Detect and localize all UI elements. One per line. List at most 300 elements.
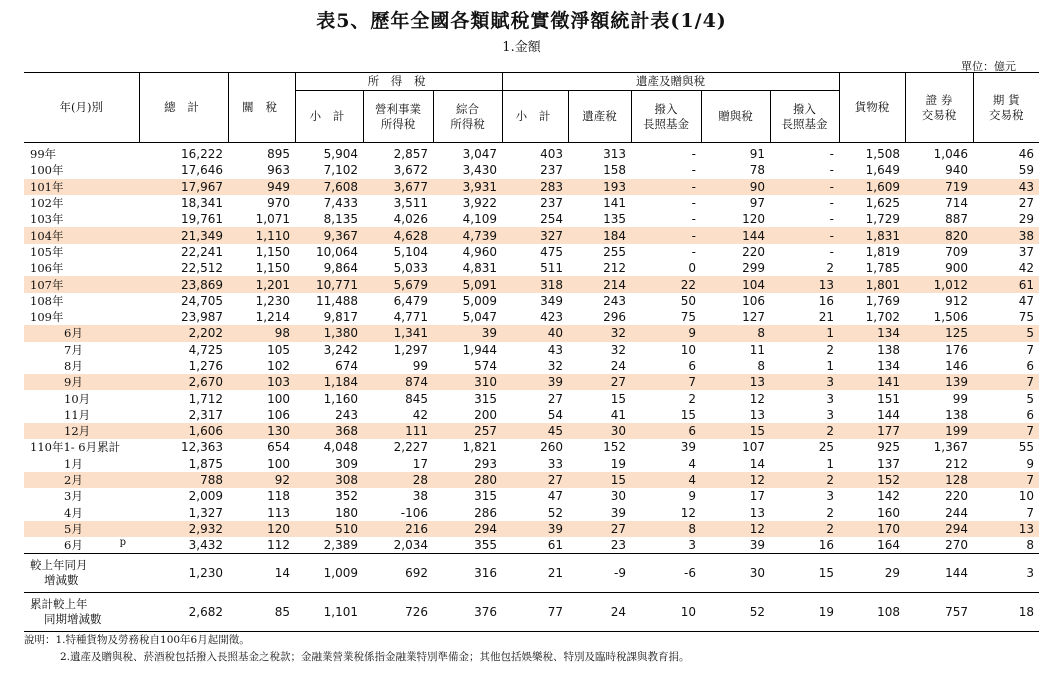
- table-cell: 270: [945, 538, 968, 553]
- table-cell: 376: [433, 593, 502, 632]
- table-cell: 692: [363, 554, 433, 593]
- table-cell: 315: [474, 489, 497, 504]
- table-cell: 43: [973, 179, 1039, 195]
- table-cell: 13: [973, 521, 1039, 537]
- tax-statistics-table: [24, 72, 1039, 632]
- table-cell: 1,606: [139, 423, 228, 439]
- table-cell: 2,202: [139, 325, 228, 341]
- table-cell: 244: [945, 505, 968, 520]
- row-label: 105年: [30, 244, 64, 259]
- table-cell: 193: [568, 179, 631, 195]
- table-cell: 709: [945, 244, 968, 259]
- table-cell: 7: [973, 423, 1039, 439]
- table-cell: 137: [877, 456, 900, 471]
- table-cell: 3: [688, 538, 696, 553]
- table-cell: 13: [770, 276, 839, 292]
- row-label: 3月: [64, 489, 83, 504]
- table-cell: 12: [749, 391, 765, 406]
- table-cell: 12: [680, 505, 696, 520]
- table-cell: 28: [363, 472, 433, 488]
- table-cell: 8: [757, 359, 765, 373]
- table-cell: 3: [973, 554, 1039, 593]
- table-cell: 1,297: [393, 342, 428, 357]
- table-cell: 243: [335, 407, 358, 422]
- table-cell: -: [829, 163, 834, 178]
- row-label: 107年: [24, 276, 139, 292]
- row-label: 100年: [30, 163, 64, 178]
- table-cell: 128: [905, 472, 973, 488]
- table-cell: 6: [631, 423, 701, 439]
- table-cell: 212: [603, 261, 626, 276]
- table-cell: 1,150: [255, 261, 290, 276]
- table-cell: 146: [945, 359, 968, 373]
- table-cell: 50: [680, 293, 696, 308]
- table-cell: -9: [568, 554, 631, 593]
- table-cell: 5,009: [462, 293, 497, 308]
- table-cell: 2,034: [393, 538, 428, 553]
- table-cell: 24: [568, 593, 631, 632]
- table-cell: -6: [631, 554, 701, 593]
- row-label: 2月: [24, 472, 139, 488]
- table-cell: 39: [433, 325, 502, 341]
- table-cell: 17: [412, 456, 428, 471]
- table-cell: 1,712: [188, 391, 223, 406]
- table-cell: 47: [547, 489, 563, 504]
- table-cell: 118: [267, 489, 290, 504]
- table-cell: 1,625: [865, 196, 900, 211]
- table-cell: 1,506: [933, 310, 968, 325]
- table-cell: 16,222: [181, 147, 223, 162]
- table-cell: 4,831: [462, 261, 497, 276]
- table-cell: 9,864: [323, 261, 358, 276]
- table-cell: 1,380: [295, 325, 363, 341]
- header-securities: 證 券 交易稅: [905, 73, 973, 143]
- table-cell: 4: [688, 456, 696, 471]
- table-cell: 3: [770, 374, 839, 390]
- table-cell: 24,705: [181, 293, 223, 308]
- table-cell: 4,771: [393, 310, 428, 325]
- table-cell: -: [770, 179, 839, 195]
- table-cell: 61: [973, 276, 1039, 292]
- table-row: [24, 407, 1039, 423]
- table-cell: 77: [502, 593, 568, 632]
- table-cell: 216: [363, 521, 433, 537]
- table-cell: 6: [1026, 407, 1034, 422]
- table-cell: 15: [770, 554, 839, 593]
- table-cell: 2,857: [393, 147, 428, 162]
- table-cell: 138: [945, 407, 968, 422]
- table-cell: 315: [474, 391, 497, 406]
- table-cell: -: [691, 244, 696, 259]
- table-cell: 726: [363, 593, 433, 632]
- table-cell: 5,047: [462, 310, 497, 325]
- table-cell: 17,967: [139, 179, 228, 195]
- table-cell: 152: [603, 440, 626, 455]
- table-row: [24, 423, 1039, 439]
- table-cell: 2: [826, 505, 834, 520]
- table-row: [24, 537, 1039, 554]
- table-cell: 33: [547, 456, 563, 471]
- row-label: 11月: [64, 407, 91, 422]
- table-cell: 144: [877, 407, 900, 422]
- table-cell: 158: [603, 163, 626, 178]
- row-label: 110年1- 6月累計: [30, 440, 121, 455]
- table-cell: 1: [826, 359, 834, 373]
- table-cell: 100: [267, 391, 290, 406]
- table-cell: 214: [568, 276, 631, 292]
- table-cell: 107: [742, 440, 765, 455]
- table-cell: -: [770, 227, 839, 243]
- table-cell: 1,367: [933, 440, 968, 455]
- table-cell: 309: [335, 456, 358, 471]
- table-cell: 255: [603, 244, 626, 259]
- table-cell: 1,327: [188, 505, 223, 520]
- table-cell: 2,670: [139, 374, 228, 390]
- table-cell: 47: [1018, 293, 1034, 308]
- table-cell: 75: [680, 310, 696, 325]
- table-cell: 29: [839, 554, 905, 593]
- table-cell: 7: [1026, 505, 1034, 520]
- header-customs: 關 稅: [228, 73, 295, 143]
- table-cell: 184: [568, 227, 631, 243]
- note-1: 說明：1.特種貨物及勞務稅自100年6月起開徵。: [24, 634, 250, 646]
- table-cell: 30: [701, 554, 770, 593]
- table-cell: 8: [1026, 538, 1034, 553]
- table-cell: 135: [603, 212, 626, 227]
- table-cell: 1,012: [905, 276, 973, 292]
- table-cell: 9,367: [295, 227, 363, 243]
- table-cell: 3,511: [393, 196, 428, 211]
- header-estate-tax: 遺產稅: [568, 91, 631, 143]
- notes: [24, 632, 690, 666]
- table-cell: 2,317: [188, 407, 223, 422]
- table-cell: 510: [295, 521, 363, 537]
- table-cell: 257: [433, 423, 502, 439]
- table-row: [24, 195, 1039, 211]
- table-cell: 2,389: [323, 538, 358, 553]
- table-cell: 654: [267, 440, 290, 455]
- table-cell: 9: [688, 489, 696, 504]
- table-cell: 39: [680, 440, 696, 455]
- table-cell: 3,922: [462, 196, 497, 211]
- table-cell: 1,821: [462, 440, 497, 455]
- row-label: 6月: [24, 325, 139, 341]
- table-cell: 355: [474, 538, 497, 553]
- table-cell: 45: [502, 423, 568, 439]
- table-row: [24, 439, 1039, 455]
- table-cell: 139: [905, 374, 973, 390]
- table-cell: 38: [973, 227, 1039, 243]
- table-cell: 874: [363, 374, 433, 390]
- table-cell: 5: [973, 325, 1039, 341]
- table-cell: 5,679: [363, 276, 433, 292]
- table-cell: 1,276: [188, 359, 223, 373]
- table-row: [24, 505, 1039, 521]
- table-cell: 1,110: [228, 227, 295, 243]
- table-cell: -106: [400, 505, 428, 520]
- row-label: 99年: [30, 147, 57, 162]
- table-cell: 349: [540, 293, 563, 308]
- table-cell: 19,761: [181, 212, 223, 227]
- table-row: [24, 374, 1039, 390]
- table-cell: 6: [1026, 359, 1034, 373]
- table-cell: 27: [568, 521, 631, 537]
- table-cell: 14: [749, 456, 765, 471]
- table-cell: 113: [267, 505, 290, 520]
- table-cell: 925: [877, 440, 900, 455]
- table-row: [24, 390, 1039, 406]
- row-label: 103年: [30, 212, 64, 227]
- table-cell: 32: [547, 359, 563, 373]
- table-cell: 42: [412, 407, 428, 422]
- table-cell: 78: [749, 163, 765, 178]
- table-cell: 286: [474, 505, 497, 520]
- row-label: 5月: [24, 521, 139, 537]
- table-cell: 21,349: [139, 227, 228, 243]
- table-cell: 2: [770, 521, 839, 537]
- table-cell: -: [691, 196, 696, 211]
- header-period: 年(月)別: [24, 73, 139, 143]
- table-cell: 23,869: [139, 276, 228, 292]
- page-title: 表5、歷年全國各類賦稅實徵淨額統計表(1/4): [316, 10, 727, 32]
- table-cell: 1,230: [255, 293, 290, 308]
- table-cell: 243: [603, 293, 626, 308]
- table-row: [24, 472, 1039, 488]
- table-cell: 8,135: [323, 212, 358, 227]
- table-cell: 4,026: [393, 212, 428, 227]
- table-cell: 151: [877, 391, 900, 406]
- table-cell: 61: [547, 538, 563, 553]
- table-cell: 9: [631, 325, 701, 341]
- table-cell: 674: [335, 359, 358, 373]
- table-cell: 2: [770, 472, 839, 488]
- header-gift-tax: 贈與稅: [701, 91, 770, 143]
- table-row: [24, 143, 1039, 163]
- table-row: [24, 358, 1039, 374]
- table-cell: 1,184: [295, 374, 363, 390]
- table-cell: 43: [547, 342, 563, 357]
- row-label: 9月: [24, 374, 139, 390]
- table-cell: 134: [877, 359, 900, 373]
- table-cell: 970: [267, 196, 290, 211]
- table-cell: 23: [610, 538, 626, 553]
- table-cell: 12,363: [181, 440, 223, 455]
- table-cell: 5: [1026, 391, 1034, 406]
- table-cell: 1,150: [255, 244, 290, 259]
- table-cell: 912: [945, 293, 968, 308]
- table-cell: -: [631, 179, 701, 195]
- table-cell: 15: [680, 407, 696, 422]
- table-row: [24, 342, 1039, 358]
- summary-label: 累計較上年 同期增減數: [24, 593, 139, 632]
- table-cell: 39: [610, 505, 626, 520]
- table-cell: 111: [363, 423, 433, 439]
- table-cell: -: [829, 212, 834, 227]
- table-cell: 120: [228, 521, 295, 537]
- table-cell: 887: [945, 212, 968, 227]
- header-individual-tax: 綜合 所得稅: [433, 91, 502, 143]
- table-cell: -: [691, 163, 696, 178]
- row-label: 1月: [64, 456, 83, 471]
- table-cell: 719: [905, 179, 973, 195]
- table-cell: 97: [749, 196, 765, 211]
- table-cell: 103: [228, 374, 295, 390]
- table-row: [24, 293, 1039, 309]
- table-cell: 37: [1018, 244, 1034, 259]
- table-cell: 12: [701, 521, 770, 537]
- table-cell: 108: [839, 593, 905, 632]
- table-cell: 2,227: [393, 440, 428, 455]
- table-cell: 260: [540, 440, 563, 455]
- preliminary-mark: p: [119, 537, 126, 549]
- table-cell: 2,009: [188, 489, 223, 504]
- table-cell: 237: [540, 196, 563, 211]
- table-cell: 4,109: [462, 212, 497, 227]
- table-cell: 13: [749, 505, 765, 520]
- table-cell: 125: [905, 325, 973, 341]
- table-cell: 1,729: [865, 212, 900, 227]
- table-row: [24, 260, 1039, 276]
- table-cell: 1,769: [865, 293, 900, 308]
- table-cell: 106: [742, 293, 765, 308]
- table-cell: 17: [749, 489, 765, 504]
- table-cell: 1: [826, 456, 834, 471]
- table-cell: 403: [540, 147, 563, 162]
- table-cell: 30: [610, 489, 626, 504]
- table-cell: 176: [945, 342, 968, 357]
- table-cell: 24: [610, 359, 626, 373]
- table-cell: 574: [474, 359, 497, 373]
- table-cell: 144: [701, 227, 770, 243]
- table-cell: 7: [1026, 342, 1034, 357]
- table-cell: 102: [267, 359, 290, 373]
- table-cell: -: [829, 196, 834, 211]
- table-cell: 138: [877, 342, 900, 357]
- table-cell: 220: [945, 489, 968, 504]
- table-cell: 2: [770, 423, 839, 439]
- header-gift-ltc-fund: 撥入 長照基金: [770, 91, 839, 143]
- table-cell: 104: [701, 276, 770, 292]
- table-cell: 54: [547, 407, 563, 422]
- table-cell: 18,341: [181, 196, 223, 211]
- table-cell: 1,944: [462, 342, 497, 357]
- row-label: 102年: [30, 196, 64, 211]
- table-cell: 1,341: [363, 325, 433, 341]
- table-cell: 0: [688, 261, 696, 276]
- table-cell: 92: [228, 472, 295, 488]
- table-cell: 7,433: [323, 196, 358, 211]
- table-cell: 19: [770, 593, 839, 632]
- row-label: 109年: [30, 310, 64, 325]
- table-cell: 11: [749, 342, 765, 357]
- table-row: [24, 179, 1039, 195]
- table-cell: 1,785: [865, 261, 900, 276]
- table-cell: 7,102: [323, 163, 358, 178]
- table-cell: 3: [826, 489, 834, 504]
- summary-row: [24, 593, 1039, 632]
- table-cell: 19: [610, 456, 626, 471]
- row-label: 8月: [64, 359, 83, 373]
- table-cell: 293: [474, 456, 497, 471]
- table-cell: 475: [540, 244, 563, 259]
- table-cell: 27: [502, 472, 568, 488]
- table-cell: -: [829, 147, 834, 162]
- table-cell: 1,071: [255, 212, 290, 227]
- table-cell: 100: [267, 456, 290, 471]
- row-label: 7月: [64, 342, 83, 357]
- table-cell: 59: [1018, 163, 1034, 178]
- table-cell: 308: [295, 472, 363, 488]
- table-row: [24, 521, 1039, 537]
- table-cell: 42: [1018, 261, 1034, 276]
- table-cell: 283: [502, 179, 568, 195]
- table-cell: 98: [228, 325, 295, 341]
- table-cell: 75: [1018, 310, 1034, 325]
- table-cell: 1,609: [839, 179, 905, 195]
- table-cell: 1,702: [865, 310, 900, 325]
- row-label: 4月: [64, 505, 83, 520]
- table-cell: 313: [603, 147, 626, 162]
- table-cell: 10: [1018, 489, 1034, 504]
- table-cell: -: [691, 147, 696, 162]
- table-cell: 39: [749, 538, 765, 553]
- table-cell: 11,488: [316, 293, 358, 308]
- table-cell: 30: [568, 423, 631, 439]
- table-cell: 10,771: [295, 276, 363, 292]
- table-cell: 25: [818, 440, 834, 455]
- table-cell: 10: [680, 342, 696, 357]
- table-cell: 4,048: [323, 440, 358, 455]
- header-corporate-tax: 營利事業 所得稅: [363, 91, 433, 143]
- table-cell: 13: [749, 407, 765, 422]
- table-cell: 7: [973, 374, 1039, 390]
- table-cell: 6: [688, 359, 696, 373]
- header-futures: 期 貨 交易稅: [973, 73, 1039, 143]
- table-cell: 32: [610, 342, 626, 357]
- table-cell: 27: [1018, 196, 1034, 211]
- table-cell: 1: [770, 325, 839, 341]
- table-cell: -: [631, 227, 701, 243]
- table-cell: 8: [701, 325, 770, 341]
- table-row: [24, 211, 1039, 227]
- row-label: 101年: [24, 179, 139, 195]
- summary-label: 較上年同月 增減數: [24, 554, 139, 593]
- table-cell: 352: [335, 489, 358, 504]
- table-cell: 2: [826, 342, 834, 357]
- table-row: [24, 456, 1039, 472]
- table-cell: 1,819: [865, 244, 900, 259]
- table-cell: 3,242: [323, 342, 358, 357]
- table-cell: 820: [905, 227, 973, 243]
- table-cell: 41: [610, 407, 626, 422]
- table-cell: 3,931: [433, 179, 502, 195]
- table-cell: 2,682: [139, 593, 228, 632]
- table-cell: 2,932: [139, 521, 228, 537]
- table-cell: 141: [839, 374, 905, 390]
- table-cell: 13: [701, 374, 770, 390]
- table-cell: 17,646: [181, 163, 223, 178]
- table-cell: 142: [877, 489, 900, 504]
- table-cell: 5,904: [323, 147, 358, 162]
- header-estate-ltc-fund: 撥入 長照基金: [631, 91, 701, 143]
- header-total: 總 計: [139, 73, 228, 143]
- header-commodity: 貨物稅: [839, 73, 905, 143]
- table-cell: 294: [905, 521, 973, 537]
- table-cell: 1,230: [139, 554, 228, 593]
- table-cell: 106: [267, 407, 290, 422]
- table-cell: 14: [228, 554, 295, 593]
- table-cell: 32: [568, 325, 631, 341]
